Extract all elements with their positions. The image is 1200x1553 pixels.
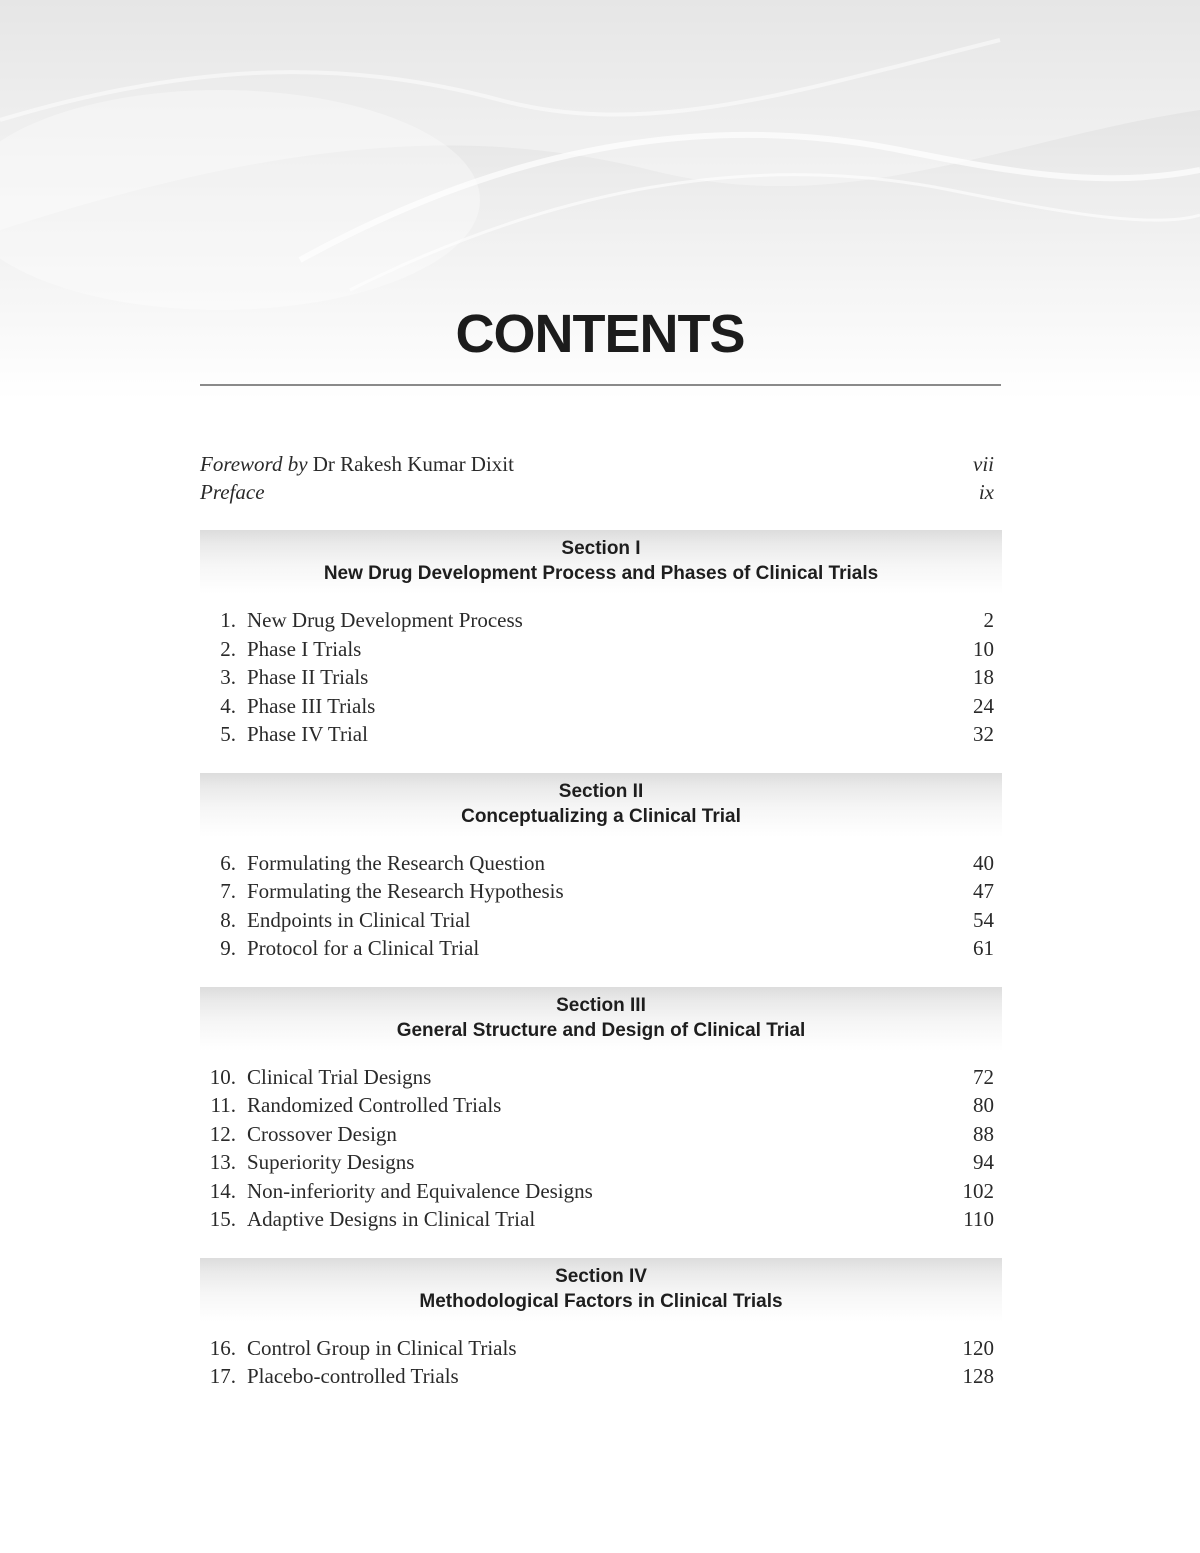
chapter-number: 7.: [220, 879, 236, 903]
chapter-number: 8.: [220, 907, 236, 932]
chapter-number: 10.: [209, 1064, 236, 1089]
front-matter-row[interactable]: [200, 478, 1002, 506]
front-matter-label-italic: Foreword by: [200, 452, 308, 476]
chapter-row[interactable]: [200, 1177, 1002, 1206]
chapter-page: 24: [973, 693, 994, 718]
chapter-page: 80: [973, 1093, 994, 1117]
chapter-page: 32: [973, 722, 994, 746]
section-header: [200, 987, 1002, 1051]
chapter-number: 15.: [209, 1207, 236, 1231]
section-number: Section I: [561, 538, 641, 559]
chapter-number: 11.: [210, 1093, 236, 1117]
chapter-page: 128: [962, 1364, 994, 1388]
chapter-row[interactable]: [200, 1362, 1002, 1391]
chapter-page: 72: [973, 1064, 994, 1089]
front-matter-label-plain: Dr Rakesh Kumar Dixit: [307, 452, 514, 476]
chapter-title: Clinical Trial Designs: [247, 1064, 432, 1089]
chapter-page: 2: [983, 608, 994, 632]
chapter-title: Protocol for a Clinical Trial: [247, 936, 480, 960]
chapter-row[interactable]: [200, 1205, 1002, 1234]
chapter-number: 3.: [220, 665, 236, 689]
title-divider: [200, 384, 1001, 386]
chapter-page: 88: [973, 1121, 994, 1146]
chapter-number: 13.: [209, 1150, 236, 1174]
chapter-title: Phase III Trials: [247, 693, 376, 718]
chapter-row[interactable]: [200, 1063, 1002, 1092]
section-number: Section IV: [555, 1265, 647, 1287]
section-number: Section II: [558, 780, 644, 802]
chapter-title: Formulating the Research Hypothesis: [247, 879, 564, 903]
chapter-title: Control Group in Clinical Trials: [247, 1335, 517, 1360]
front-matter-page: vii: [973, 452, 994, 476]
chapter-number: 12.: [209, 1121, 236, 1146]
chapter-row[interactable]: [200, 934, 1002, 963]
front-matter-label: [200, 478, 265, 506]
chapter-page: 18: [973, 665, 994, 689]
section-number: Section III: [556, 994, 646, 1016]
chapter-title: Endpoints in Clinical Trial: [247, 907, 471, 932]
chapter-page: 102: [962, 1178, 994, 1203]
chapter-title: Crossover Design: [247, 1121, 397, 1146]
chapter-row[interactable]: [200, 720, 1002, 749]
section-title: New Drug Development Process and Phases of Clinical Trials: [323, 563, 879, 584]
table-of-contents: [200, 450, 1002, 1391]
chapter-page: 54: [973, 907, 994, 932]
chapter-title: Phase IV Trial: [247, 722, 368, 746]
chapter-number: 17.: [209, 1364, 236, 1388]
chapter-title: Formulating the Research Question: [247, 850, 546, 875]
chapter-page: 47: [973, 879, 994, 903]
chapter-title: Phase I Trials: [247, 636, 362, 661]
chapter-page: 61: [973, 936, 994, 960]
chapter-page: 120: [962, 1335, 994, 1360]
section-title: Methodological Factors in Clinical Trials: [419, 1290, 783, 1312]
section-list: [200, 530, 1002, 1391]
chapter-number: 6.: [220, 850, 236, 875]
chapter-number: 14.: [209, 1178, 236, 1203]
chapter-title: Adaptive Designs in Clinical Trial: [247, 1207, 536, 1231]
chapter-number: 9.: [220, 936, 236, 960]
chapter-row[interactable]: [200, 663, 1002, 692]
chapter-row[interactable]: [200, 906, 1002, 935]
chapter-row[interactable]: [200, 1120, 1002, 1149]
chapter-number: 4.: [220, 693, 236, 718]
chapter-page: 110: [963, 1207, 994, 1231]
section-title: General Structure and Design of Clinical Trial: [396, 1019, 806, 1041]
section-header: [200, 1258, 1002, 1322]
chapter-row[interactable]: [200, 1148, 1002, 1177]
chapter-page: 94: [973, 1150, 994, 1174]
chapter-row[interactable]: [200, 692, 1002, 721]
front-matter-label-italic: Preface: [200, 480, 265, 504]
chapter-number: 2.: [220, 636, 236, 661]
chapter-row[interactable]: [200, 1091, 1002, 1120]
front-matter-page: ix: [978, 480, 994, 504]
chapter-row[interactable]: [200, 877, 1002, 906]
chapter-title: New Drug Development Process: [247, 608, 523, 632]
chapter-row[interactable]: [200, 849, 1002, 878]
chapter-row[interactable]: [200, 606, 1002, 635]
chapter-title: Superiority Designs: [247, 1150, 415, 1174]
front-matter-list: [200, 450, 1002, 506]
chapter-page: 10: [973, 636, 994, 661]
front-matter-row[interactable]: [200, 450, 1002, 478]
page-title: CONTENTS: [455, 304, 745, 364]
section-header: [200, 773, 1002, 837]
section-header: [200, 530, 1002, 594]
chapter-number: 16.: [209, 1335, 236, 1360]
chapter-title: Non-inferiority and Equivalence Designs: [247, 1178, 593, 1203]
chapter-number: 1.: [220, 608, 236, 632]
section-title: Conceptualizing a Clinical Trial: [461, 805, 741, 827]
chapter-title: Randomized Controlled Trials: [247, 1093, 502, 1117]
chapter-title: Placebo-controlled Trials: [247, 1364, 459, 1388]
chapter-row[interactable]: [200, 1334, 1002, 1363]
front-matter-label: [200, 450, 514, 478]
chapter-row[interactable]: [200, 635, 1002, 664]
chapter-title: Phase II Trials: [247, 665, 369, 689]
chapter-page: 40: [973, 850, 994, 875]
chapter-number: 5.: [220, 722, 236, 746]
